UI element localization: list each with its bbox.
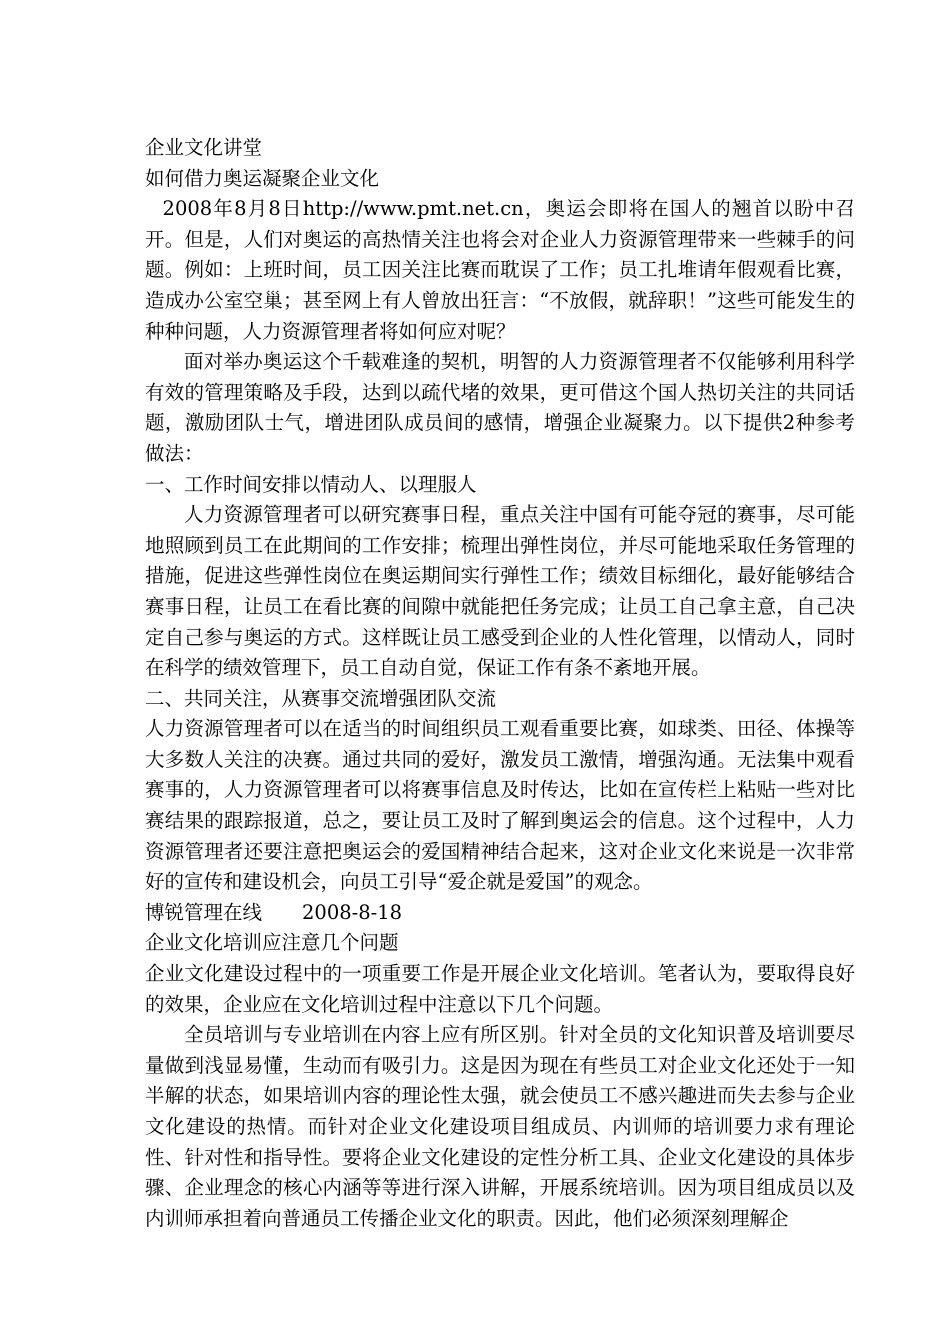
source-line: [145, 898, 855, 929]
paragraph: 企业文化建设过程中的一项重要工作是开展企业文化培训。笔者认为，要取得良好的效果，企业应在文化培训过程中注意以下几个问题。: [145, 962, 855, 1016]
paragraph: 全员培训与专业培训在内容上应有所区别。针对全员的文化知识普及培训要尽量做到浅显易懂，生动而有吸引力。这是因为现在有些员工对企业文化还处于一知半解的状态，如果培训内容的理论性太强，就会使员工不感兴趣进而失去参与企业文化建设的热情。而针对企业文化建设项目组成员、内训师的培训要力求有理论性、针对性和指导性。要将企业文化建设的定性分析工具、企业文化建设的具体步骤、企业理念的核心内涵等等进行深入讲解，开展系统培训。因为项目组成员以及内训师承担着向普通员工传播企业文化的职责。因此，他们必须深刻理解企: [145, 1023, 855, 1230]
section-heading: 一、工作时间安排以情动人、以理服人: [145, 472, 477, 496]
paragraph: 2008年8月8日http://www.pmt.net.cn，奥运会即将在国人的翘首以盼中召开。但是，人们对奥运的高热情关注也将会对企业人力资源管理带来一些棘手的问题。例如：上班时间，员工因关注比赛而耽误了工作；员工扎堆请年假观看比赛，造成办公室空巢；甚至网上有人曾放出狂言：“不放假，就辞职！”这些可能发生的种种问题，人力资源管理者将如何应对呢？: [145, 197, 855, 343]
source-name: 博锐管理在线: [145, 900, 263, 924]
paragraph: 人力资源管理者可以研究赛事日程，重点关注中国有可能夺冠的赛事，尽可能地照顾到员工在此期间的工作安排；梳理出弹性岗位，并尽可能地采取任务管理的措施，促进这些弹性岗位在奥运期间实行弹性工作；绩效目标细化，最好能够结合赛事日程，让员工在看比赛的间隙中就能把任务完成；让员工自己拿主意，自己决定自己参与奥运的方式。这样既让员工感受到企业的人性化管理，以情动人，同时在科学的绩效管理下，员工自动自觉，保证工作有条不紊地开展。: [145, 503, 855, 680]
section-heading: 二、共同关注，从赛事交流增强团队交流: [145, 686, 497, 710]
article-title: 如何借力奥运凝聚企业文化: [145, 166, 380, 190]
section-title: 企业文化讲堂: [145, 136, 263, 159]
paragraph: 人力资源管理者可以在适当的时间组织员工观看重要比赛，如球类、田径、体操等大多数人关注的决赛。通过共同的爱好，激发员工激情，增强沟通。无法集中观看赛事的，人力资源管理者可以将赛事信息及时传达，比如在宣传栏上粘贴一些对比赛结果的跟踪报道，总之，要让员工及时了解到奥运会的信息。这个过程中，人力资源管理者还要注意把奥运会的爱国精神结合起来，这对企业文化来说是一次非常好的宣传和建设机会，向员工引导“爱企就是爱国”的观念。: [145, 717, 855, 894]
article-title: 企业文化培训应注意几个问题: [145, 931, 399, 955]
paragraph: 面对举办奥运这个千载难逢的契机，明智的人力资源管理者不仅能够利用科学有效的管理策略及手段，达到以疏代堵的效果，更可借这个国人热切关注的共同话题，激励团队士气，增进团队成员间的感情，增强企业凝聚力。以下提供2种参考做法：: [145, 350, 855, 465]
source-date: 2008-8-18: [302, 900, 403, 924]
document-page: [145, 133, 855, 1234]
